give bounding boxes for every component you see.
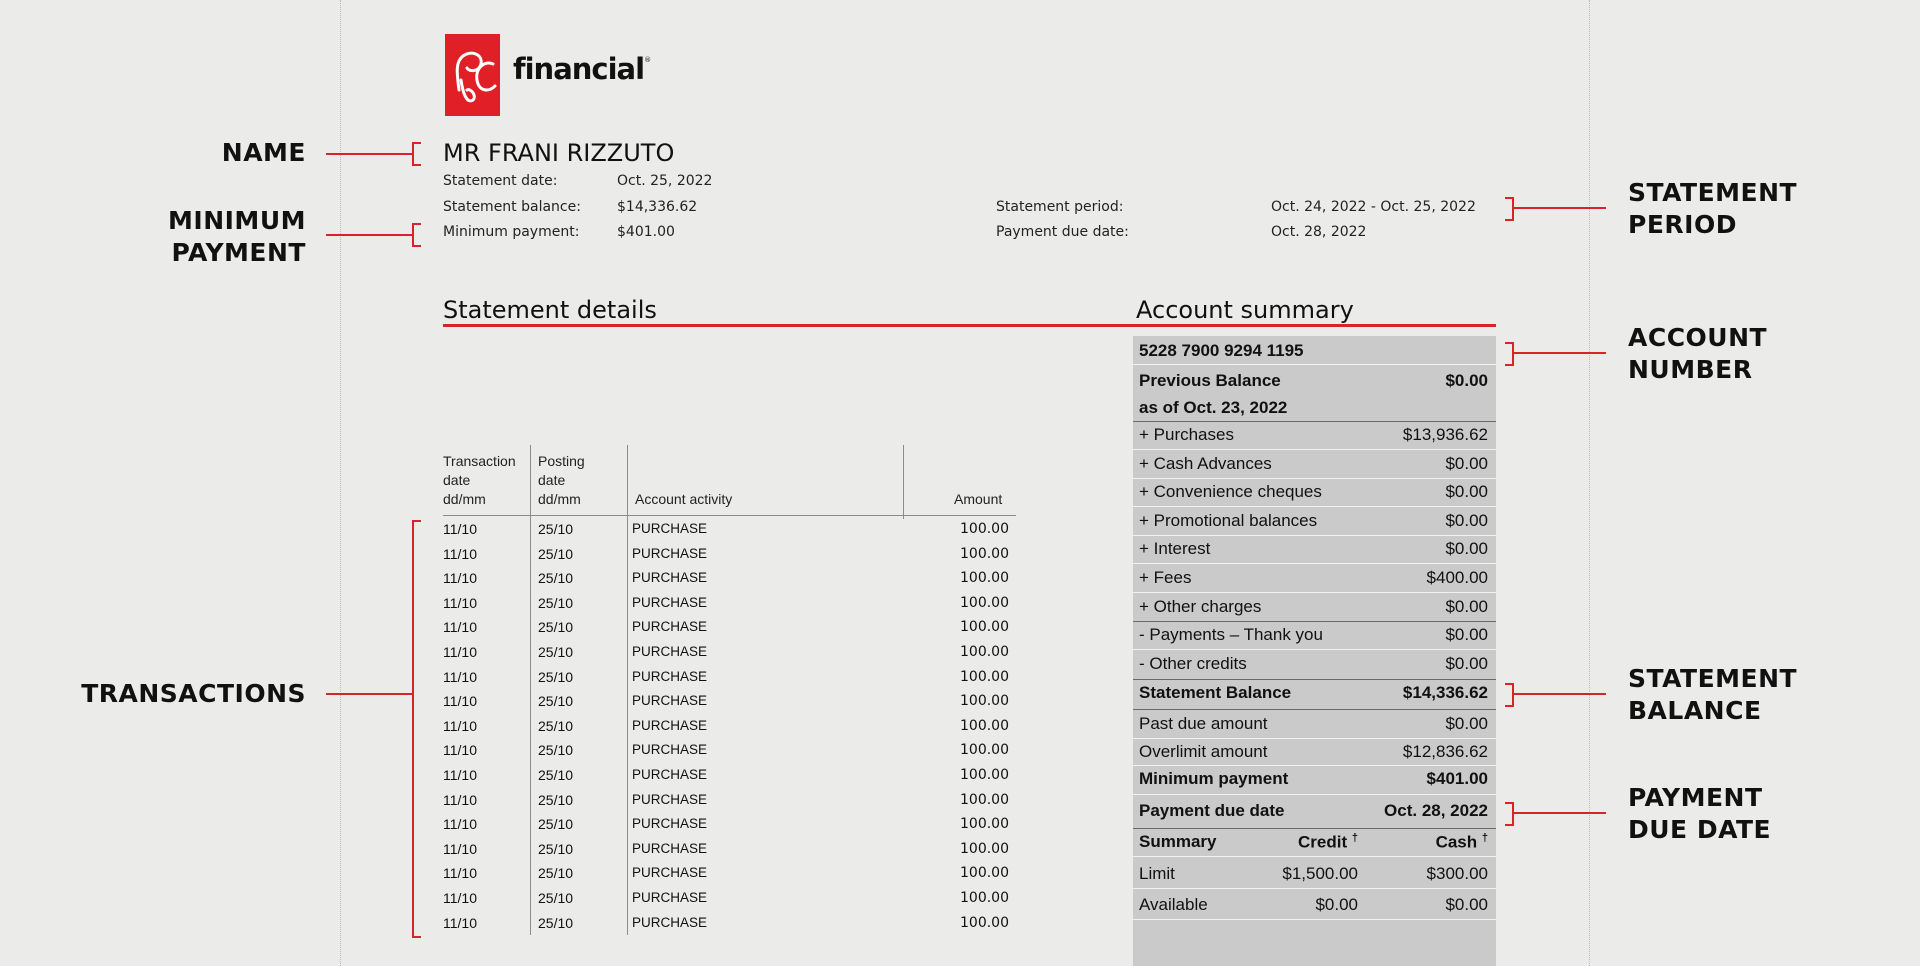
table-row <box>443 619 1013 644</box>
activity-cell: PURCHASE <box>632 521 708 536</box>
activity-cell: PURCHASE <box>632 890 708 905</box>
left-guide <box>340 0 341 966</box>
activity-cell: PURCHASE <box>632 865 708 881</box>
posting-date-cell: 25/10 <box>538 865 574 882</box>
statement-period-value: Oct. 24, 2022 - Oct. 25, 2022 <box>1271 199 1476 215</box>
posting-date-cell: 25/10 <box>538 816 574 833</box>
account-summary-panel: 5228 7900 9294 1195 Previous Balance $0.00 as of Oct. 23, 2022 + Purchases $13,936.62 + Cash Advances $0.00 + Convenience cheques $0.00 + Promotional balances $0.00 + Interest $0.00 + Fees $400.00 + Other charges $0.00 - Payments – Thank you $0.00 - Other credits $0.00 Statement Balance $14,336.62 Past due amount $0.00 Overlimit amount $12,836.62 Minimum payment $401.00 Payment due date Oct. 28, 2022 Summary Credit † Cash † Limit $1,500.00 $300.00 Available $0.00 $0.00 <box>1133 336 1496 966</box>
activity-cell: PURCHASE <box>632 570 708 586</box>
posting-date-cell: 25/10 <box>538 594 574 611</box>
annotation-minimum-payment <box>168 205 306 269</box>
summary-divider <box>1133 421 1496 422</box>
statement-balance-bracket <box>1505 683 1514 707</box>
table-row <box>443 767 1013 792</box>
table-row <box>443 693 1013 718</box>
table-row <box>443 742 1013 767</box>
posting-date-cell: 25/10 <box>538 791 574 808</box>
col-amount: Amount <box>954 491 1003 507</box>
table-row <box>443 521 1013 546</box>
right-guide <box>1589 0 1590 966</box>
annotation-payment-due-line2: DUE DATE <box>1628 815 1772 844</box>
posting-date-cell: 25/10 <box>538 914 574 931</box>
transaction-date-cell: 11/10 <box>443 791 477 808</box>
activity-cell: PURCHASE <box>632 644 708 659</box>
transaction-date-cell: 11/10 <box>443 619 477 636</box>
summary-divider <box>1133 828 1496 829</box>
table-row <box>443 570 1013 595</box>
summary-divider <box>1133 919 1496 920</box>
summary-divider <box>1133 592 1496 593</box>
activity-cell: PURCHASE <box>632 545 708 561</box>
summary-divider <box>1133 738 1496 739</box>
posting-date-cell: 25/10 <box>538 545 574 562</box>
annotation-statement-period <box>1628 177 1797 241</box>
payment-due-pointer <box>1512 812 1606 814</box>
transaction-date-cell: 11/10 <box>443 816 477 833</box>
col-account-activity: Account activity <box>635 491 733 507</box>
posting-date-cell: 25/10 <box>538 693 574 710</box>
col-posting-date: Posting date dd/mm <box>538 453 585 507</box>
annotation-payment-due-line1: PAYMENT <box>1628 783 1763 812</box>
amount-cell: 100.00 <box>960 717 1009 734</box>
annotation-statement-period-line2: PERIOD <box>1628 210 1737 239</box>
statement-details-title: Statement details <box>443 296 657 324</box>
transactions-bracket <box>412 520 421 938</box>
table-divider-3 <box>903 445 904 519</box>
annotation-name: NAME <box>221 138 306 167</box>
summary-divider <box>1133 679 1496 680</box>
transaction-date-cell: 11/10 <box>443 668 477 685</box>
posting-date-cell: 25/10 <box>538 644 574 660</box>
statement-date-label: Statement date: <box>443 173 558 189</box>
table-row <box>443 546 1013 571</box>
activity-cell: PURCHASE <box>632 767 708 782</box>
annotation-statement-period-line1: STATEMENT <box>1628 178 1798 207</box>
activity-cell: PURCHASE <box>632 791 708 807</box>
activity-cell: PURCHASE <box>632 742 708 758</box>
name-bracket <box>412 142 421 166</box>
table-row <box>443 792 1013 817</box>
amount-cell: 100.00 <box>960 865 1009 882</box>
brand-wordmark: financial® <box>513 52 651 86</box>
minimum-payment-label: Minimum payment: <box>443 224 580 240</box>
payment-due-date-value: Oct. 28, 2022 <box>1271 224 1367 240</box>
activity-cell: PURCHASE <box>632 668 708 684</box>
statement-period-bracket <box>1505 197 1514 221</box>
annotation-transactions: TRANSACTIONS <box>81 679 306 708</box>
amount-cell: 100.00 <box>960 840 1009 857</box>
posting-date-cell: 25/10 <box>538 767 574 783</box>
statement-date-value: Oct. 25, 2022 <box>617 173 713 189</box>
transaction-date-cell: 11/10 <box>443 890 477 906</box>
amount-cell: 100.00 <box>960 791 1009 808</box>
pc-logo <box>445 34 500 116</box>
summary-divider <box>1133 794 1496 795</box>
posting-date-cell: 25/10 <box>538 840 574 857</box>
transaction-date-cell: 11/10 <box>443 644 477 660</box>
posting-date-cell: 25/10 <box>538 521 574 537</box>
summary-divider <box>1133 709 1496 710</box>
minimum-payment-bracket <box>412 223 421 247</box>
transaction-date-cell: 11/10 <box>443 865 477 882</box>
amount-cell: 100.00 <box>960 644 1009 660</box>
activity-cell: PURCHASE <box>632 619 708 635</box>
posting-date-cell: 25/10 <box>538 570 574 587</box>
transaction-date-cell: 11/10 <box>443 570 477 587</box>
transaction-date-cell: 11/10 <box>443 767 477 783</box>
transaction-date-cell: 11/10 <box>443 594 477 611</box>
col-transaction-date: Transaction date dd/mm <box>443 453 516 507</box>
summary-divider <box>1133 856 1496 857</box>
activity-cell: PURCHASE <box>632 914 708 930</box>
statement-balance-pointer <box>1512 693 1606 695</box>
amount-cell: 100.00 <box>960 693 1009 710</box>
amount-cell: 100.00 <box>960 914 1009 931</box>
summary-divider <box>1133 449 1496 450</box>
posting-date-cell: 25/10 <box>538 668 574 685</box>
amount-cell: 100.00 <box>960 521 1009 537</box>
transaction-date-cell: 11/10 <box>443 693 477 710</box>
transaction-date-cell: 11/10 <box>443 840 477 857</box>
transaction-date-cell: 11/10 <box>443 521 477 537</box>
amount-cell: 100.00 <box>960 545 1009 562</box>
amount-cell: 100.00 <box>960 742 1009 759</box>
table-row <box>443 841 1013 866</box>
name-pointer <box>326 153 414 155</box>
statement-period-pointer <box>1512 207 1606 209</box>
posting-date-cell: 25/10 <box>538 890 574 906</box>
statement-balance-label: Statement balance: <box>443 199 581 215</box>
annotation-payment-due-date <box>1628 782 1771 846</box>
table-row <box>443 595 1013 620</box>
summary-divider <box>1133 765 1496 766</box>
annotation-account-number-line1: ACCOUNT <box>1628 323 1768 352</box>
summary-divider <box>1133 649 1496 650</box>
transaction-date-cell: 11/10 <box>443 742 477 759</box>
activity-cell: PURCHASE <box>632 816 708 832</box>
amount-cell: 100.00 <box>960 570 1009 587</box>
pc-logo-mark-icon <box>445 34 500 116</box>
amount-cell: 100.00 <box>960 816 1009 833</box>
transaction-date-cell: 11/10 <box>443 545 477 562</box>
activity-cell: PURCHASE <box>632 840 708 856</box>
account-summary-title: Account summary <box>1136 296 1354 324</box>
posting-date-cell: 25/10 <box>538 717 574 734</box>
payment-due-date-label: Payment due date: <box>996 224 1129 240</box>
summary-divider <box>1133 506 1496 507</box>
account-number-bracket <box>1505 342 1514 366</box>
annotation-statement-balance <box>1628 663 1797 727</box>
amount-cell: 100.00 <box>960 890 1009 906</box>
annotation-statement-balance-line1: STATEMENT <box>1628 664 1798 693</box>
transaction-date-cell: 11/10 <box>443 914 477 931</box>
transactions-pointer <box>326 693 414 695</box>
table-header-rule <box>443 515 1016 516</box>
posting-date-cell: 25/10 <box>538 619 574 636</box>
minimum-payment-pointer <box>326 234 414 236</box>
summary-divider <box>1133 478 1496 479</box>
table-row <box>443 915 1013 940</box>
activity-cell: PURCHASE <box>632 594 708 610</box>
customer-name: MR FRANI RIZZUTO <box>443 139 675 167</box>
table-row <box>443 816 1013 841</box>
annotation-statement-balance-line2: BALANCE <box>1628 696 1762 725</box>
transaction-date-cell: 11/10 <box>443 717 477 734</box>
activity-cell: PURCHASE <box>632 693 708 709</box>
statement-balance-value: $14,336.62 <box>617 199 698 215</box>
account-number-pointer <box>1512 352 1606 354</box>
table-row <box>443 669 1013 694</box>
table-row <box>443 718 1013 743</box>
table-row <box>443 890 1013 915</box>
section-rule <box>443 324 1496 327</box>
summary-divider <box>1133 888 1496 889</box>
amount-cell: 100.00 <box>960 594 1009 611</box>
table-row <box>443 865 1013 890</box>
table-row <box>443 644 1013 669</box>
annotation-account-number <box>1628 322 1767 386</box>
annotation-minimum-payment-line2: PAYMENT <box>171 238 306 267</box>
amount-cell: 100.00 <box>960 767 1009 783</box>
posting-date-cell: 25/10 <box>538 742 574 759</box>
summary-divider <box>1133 621 1496 622</box>
amount-cell: 100.00 <box>960 619 1009 636</box>
payment-due-bracket <box>1505 802 1514 826</box>
summary-divider <box>1133 563 1496 564</box>
statement-period-label: Statement period: <box>996 199 1124 215</box>
summary-divider <box>1133 364 1496 365</box>
activity-cell: PURCHASE <box>632 717 708 733</box>
amount-cell: 100.00 <box>960 668 1009 685</box>
annotation-minimum-payment-line1: MINIMUM <box>168 206 306 235</box>
minimum-payment-value: $401.00 <box>617 224 675 240</box>
summary-divider <box>1133 535 1496 536</box>
annotation-account-number-line2: NUMBER <box>1628 355 1753 384</box>
